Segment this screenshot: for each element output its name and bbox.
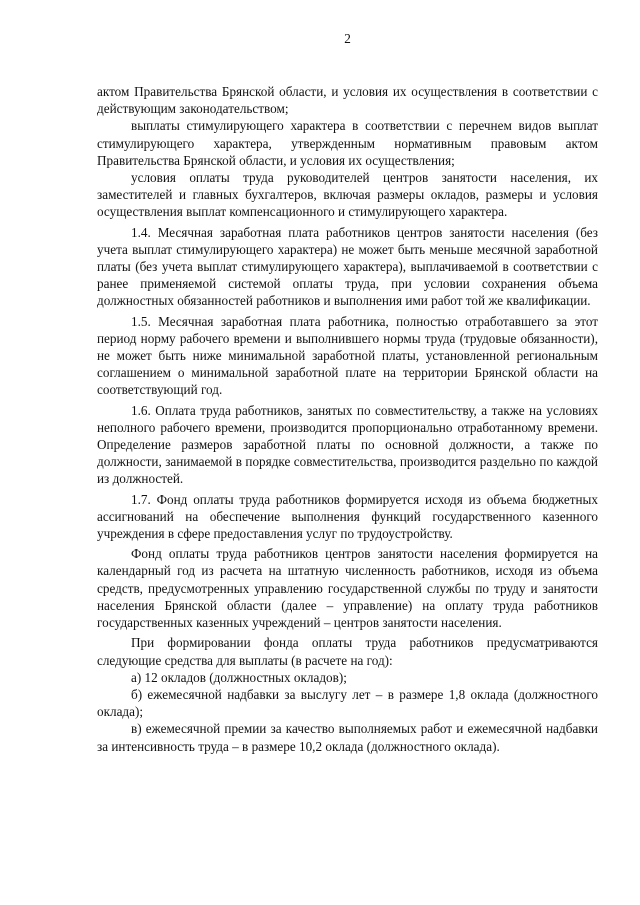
paragraph-stimulating-payments: выплаты стимулирующего характера в соответствии с перечнем видов выплат стимулирующего характера, утвержденным нормативным правовым актом Правительства Брянской области, и условия их осуществления; [97, 118, 598, 168]
paragraph-1-4: 1.4. Месячная заработная плата работников центров занятости населения (без учета выплат стимулирующего характера) не может быть меньше месячной заработной платы (без учета выплат стимулирующего характера), выплачиваемой в соответствии с ранее применяемой системой оплаты труда, при условии сохранения объема должностных обязанностей работников и выполнения ими работ той же квалификации. [97, 224, 598, 309]
list-item-c: в) ежемесячной премии за качество выполняемых работ и ежемесячной надбавки за интенсивность труда – в размере 10,2 оклада (должностного оклада). [97, 721, 598, 754]
paragraph-1-5: 1.5. Месячная заработная плата работника, полностью отработавшего за этот период норму рабочего времени и выполнившего нормы труда (трудовые обязанности), не может быть ниже минимальной заработной платы, установленной региональным соглашением о минимальной заработной плате на территории Брянской области на соответствующий год. [97, 313, 598, 398]
page-number: 2 [344, 31, 351, 46]
list-item-b: б) ежемесячной надбавки за выслугу лет – в размере 1,8 оклада (должностного оклада); [97, 686, 598, 720]
paragraph-1-6: 1.6. Оплата труда работников, занятых по совместительству, а также на условиях неполного рабочего времени, производится пропорционально отработанному времени. Определение размеров заработной платы по основной должности, а также по должности, занимаемой в порядке совместительства, производится раздельно по каждой из должностей. [97, 402, 598, 487]
paragraph-managers-pay-conditions: условия оплаты труда руководителей центров занятости населения, их заместителей и главных бухгалтеров, включая размеры окладов, размеры и условия осуществления выплат компенсационного и стимулирующего характера. [97, 170, 598, 220]
paragraph-continuation: актом Правительства Брянской области, и условия их осуществления в соответствии с действующим законодательством; [97, 84, 598, 117]
list-item-a: а) 12 окладов (должностных окладов); [131, 669, 347, 685]
paragraph-wage-fund-provisions: При формировании фонда оплаты труда работников предусматриваются следующие средства для выплаты (в расчете на год): [97, 635, 598, 668]
paragraph-1-7: 1.7. Фонд оплаты труда работников формируется исходя из объема бюджетных ассигнований на обеспечение выполнения функций государственного казенного учреждения в сфере предоставления услуг по трудоустройству. [97, 491, 598, 542]
paragraph-wage-fund-formation: Фонд оплаты труда работников центров занятости населения формируется на календарный год из расчета на штатную численность работников, исходя из объема средств, предусмотренных управлению государственной службы по труду и занятости населения Брянской области (далее – управление) на оплату труда работников государственных казенных учреждений – центров занятости населения. [97, 546, 598, 631]
